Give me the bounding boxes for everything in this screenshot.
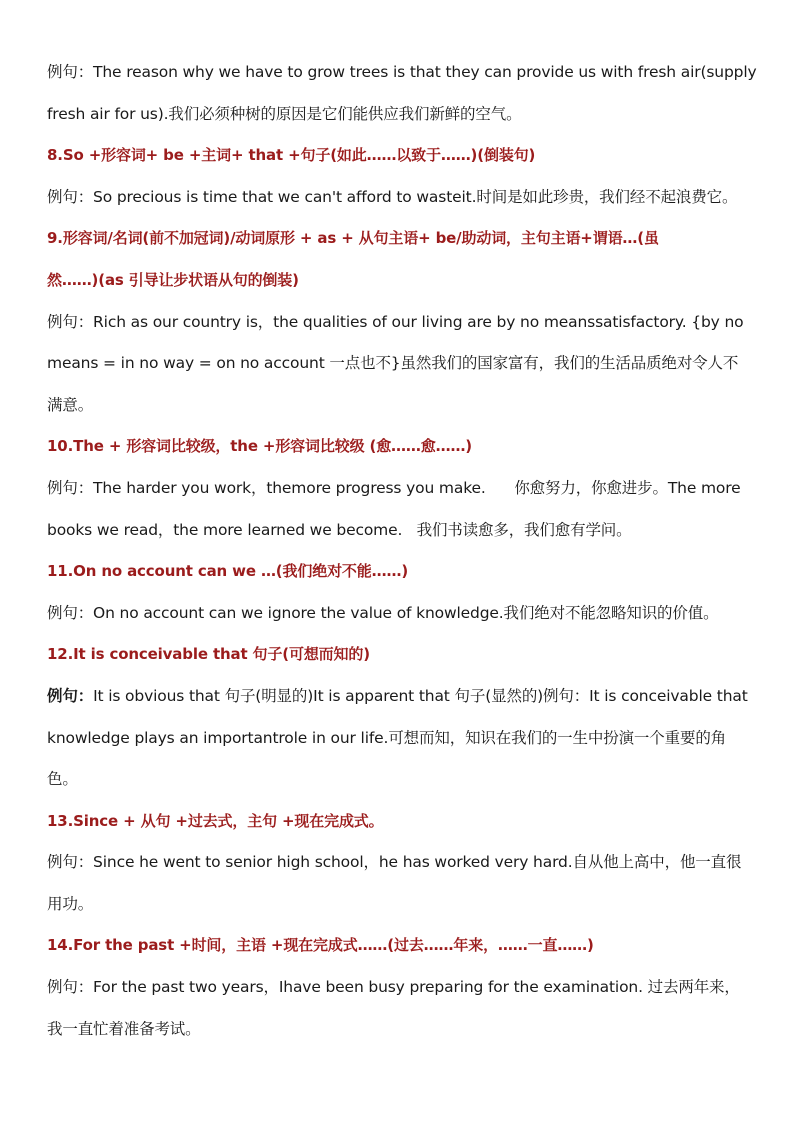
example-line: 例句：Rich as our country is，the qualities of our living are by no meanssatisfactory. {by no [47, 312, 744, 331]
example-line [47, 676, 747, 718]
example-line: books we read，the more learned we become. 我们书读愈多，我们愈有学问。 [47, 520, 632, 539]
section-heading-10: 10.The + 形容词比较级，the +形容词比较级 (愈……愈……) [47, 437, 473, 456]
document-page [47, 52, 757, 1050]
example-line: 用功。 [47, 894, 94, 913]
example-line: 满意。 [47, 395, 94, 414]
section-heading-8: 8.So +形容词+ be +主词+ that +句子(如此……以致于……)(倒装句) [47, 146, 536, 165]
section-heading-11: 11.On no account can we …(我们绝对不能……) [47, 562, 409, 581]
section-heading-13: 13.Since + 从句 +过去式，主句 +现在完成式。 [47, 811, 384, 830]
example-line: 例句：On no account can we ignore the value of knowledge.我们绝对不能忽略知识的价值。 [47, 603, 719, 622]
section-heading-9: 9.形容词/名词(前不加冠词)/动词原形 + as + 从句主语+ be/助动词，主句主语+谓语…(虽 [47, 229, 659, 248]
example-line: knowledge plays an importantrole in our life.可想而知，知识在我们的一生中扮演一个重要的角 [47, 728, 727, 747]
example-line: 例句：So precious is time that we can't afford to wasteit.时间是如此珍贵，我们经不起浪费它。 [47, 187, 738, 206]
example-line: means = in no way = on no account 一点也不}虽然我们的国家富有，我们的生活品质绝对令人不 [47, 354, 739, 373]
example-line: 例句：For the past two years，Ihave been busy preparing for the examination. 过去两年来， [47, 978, 740, 997]
example-line: 例句：Since he went to senior high school，he has worked very hard.自从他上高中，他一直很 [47, 853, 742, 872]
section-heading-9-cont: 然……)(as 引导让步状语从句的倒装) [47, 270, 299, 289]
example-label: 例句： [47, 686, 94, 705]
section-heading-12: 12.It is conceivable that 句子(可想而知的) [47, 645, 370, 664]
example-line: 色。 [47, 770, 78, 789]
section-heading-14: 14.For the past +时间，主语 +现在完成式……(过去……年来，……一直……) [47, 936, 594, 955]
example-line: 例句：The reason why we have to grow trees is that they can provide us with fresh air(supply [47, 63, 757, 81]
example-text: It is obvious that 句子(明显的)It is apparent that 句子(显然的)例句：It is conceivable that [93, 686, 748, 705]
example-line: 例句：The harder you work，themore progress you make. 你愈努力，你愈进步。The more [47, 478, 741, 497]
example-line: 我一直忙着准备考试。 [47, 1019, 201, 1038]
example-line: fresh air for us).我们必须种树的原因是它们能供应我们新鲜的空气。 [47, 104, 522, 123]
